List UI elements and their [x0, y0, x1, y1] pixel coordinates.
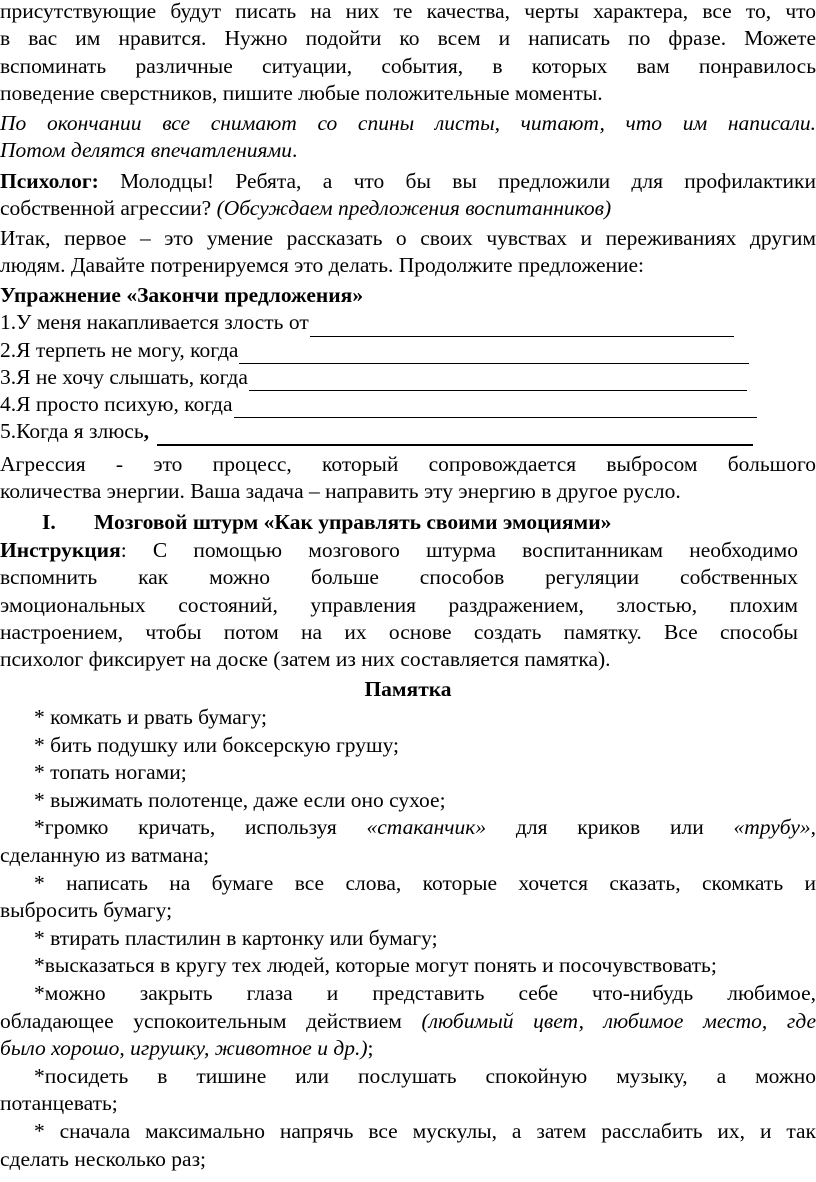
text-line: людям. Давайте потренируемся это делать. Продолжите предложение: [0, 253, 645, 278]
exercise-item-text: 2.Я терпеть не могу, когда [0, 337, 239, 362]
text-line: присутствующие будут писать на них те качества, черты характера, все то, что [0, 0, 816, 23]
text-line: *можно закрыть глаза и представить себе что-нибудь любимое, [34, 980, 816, 1005]
psychologist-paragraph [0, 168, 816, 223]
text-line: сделанную из ватмана; [0, 842, 210, 867]
exercise-item [0, 337, 816, 364]
text-line: * сначала максимально напрячь все мускулы, а затем расслабить их, и так [34, 1118, 816, 1143]
text-line: поведение сверстников, пишите любые положительные моменты. [0, 80, 603, 105]
answer-blank[interactable] [310, 316, 734, 337]
italic-part: «стаканчик» [366, 815, 487, 840]
exercise-item-text: 1.У меня накапливается злость от [0, 310, 309, 335]
text-line: вспоминать различные ситуации, события, в которых вам понравилось [0, 53, 816, 78]
text-line: собственной агрессии? [0, 196, 217, 221]
text-line: *посидеть в тишине или послушать спокойную музыку, а можно [34, 1063, 816, 1088]
memo-item: * комкать и рвать бумагу; [34, 705, 268, 729]
exercise-title: Упражнение «Закончи предложения» [0, 283, 364, 307]
memo-item: *высказаться в кругу тех людей, которые могут понять и посочувствовать; [34, 953, 717, 978]
text-line: Агрессия - это процесс, который сопровождается выбросом большого [0, 452, 816, 476]
text-line: выбросить бумагу; [0, 898, 173, 923]
memo-item: * топать ногами; [34, 760, 187, 785]
speaker-label: Психолог: [0, 169, 99, 193]
text-part: для криков или [486, 815, 734, 840]
text-line: * написать на бумаге все слова, которые хочется сказать, скомкать и [34, 870, 816, 895]
text-line: Потом делятся впечатлениями [0, 138, 292, 163]
italic-part: было хорошо, игрушку, животное и др.) [0, 1036, 368, 1061]
exercise-comma: , [143, 419, 150, 444]
exercise-item [0, 309, 816, 336]
italic-part: «трубу» [733, 815, 811, 840]
text-dot: . [292, 138, 298, 163]
intro-paragraph [0, 0, 816, 107]
exercise-item-text: 5.Когда я злюсь [0, 419, 144, 444]
instruction-label: Инструкция [0, 538, 121, 562]
exercise-item [0, 364, 816, 391]
memo-item: * бить подушку или боксерскую грушу; [34, 732, 400, 757]
memo-item [0, 1118, 816, 1173]
text-part: *громко кричать, используя [34, 815, 367, 840]
exercise-item [0, 418, 816, 445]
exercise-block [0, 282, 816, 446]
section-title: Мозговой штурм «Как управлять своими эмоциями» [94, 510, 612, 534]
italic-paragraph [0, 110, 816, 165]
memo-list [0, 704, 816, 1173]
text-line: По окончании все снимают со спины листы, читают, что им написали. [0, 111, 816, 135]
text-line: сделать несколько раз; [0, 1146, 207, 1171]
answer-blank[interactable] [239, 343, 749, 364]
text-line: количества энергии. Ваша задача – направить эту энергию в другое русло. [0, 479, 681, 504]
text-part: ; [367, 1036, 374, 1061]
section-heading [0, 509, 816, 536]
memo-item [0, 980, 816, 1063]
instruction-block [0, 537, 798, 673]
memo-title: Памятка [364, 677, 452, 701]
text-line: настроением, чтобы потом на их основе создать памятку. Все способы [0, 619, 798, 644]
text-line: : С помощью мозгового штурма воспитанникам необходимо [120, 538, 798, 562]
text-part: , [810, 815, 816, 840]
text-line: психолог фиксирует на доске (затем из них составляется памятка). [0, 647, 611, 672]
memo-item [0, 870, 816, 925]
exercise-item-text: 4.Я просто психую, когда [0, 392, 233, 417]
text-part: обладающее успокоительным действием [0, 1008, 422, 1033]
memo-item: * втирать пластилин в картонку или бумагу; [34, 925, 438, 950]
section-number: I. [42, 510, 56, 534]
text-line: в вас им нравится. Нужно подойти ко всем и написать по фразе. Можете [0, 26, 816, 51]
aggression-paragraph [0, 451, 816, 506]
memo-item [0, 814, 816, 869]
text-line: Молодцы! Ребята, а что бы вы предложили для профилактики [98, 169, 816, 193]
memo-item [0, 1063, 816, 1118]
text-line: Итак, первое – это умение рассказать о своих чувствах и переживаниях другим [0, 226, 816, 250]
answer-blank[interactable] [234, 397, 757, 418]
answer-blank[interactable] [157, 424, 753, 446]
italic-part: (любимый цвет, любимое место, где [421, 1008, 816, 1033]
exercise-item-text: 3.Я не хочу слышать, когда [0, 364, 248, 389]
text-line: потанцевать; [0, 1091, 118, 1116]
text-line: вспомнить как можно больше способов регуляции собственных [0, 565, 798, 590]
exercise-item [0, 391, 816, 418]
answer-blank[interactable] [249, 370, 747, 391]
memo-item: * выжимать полотенце, даже если оно сухое; [34, 787, 446, 812]
instruction-paragraph [0, 225, 816, 280]
italic-note: (Обсуждаем предложения воспитанников) [216, 196, 612, 221]
text-line: эмоциональных состояний, управления раздражением, злостью, плохим [0, 592, 798, 617]
